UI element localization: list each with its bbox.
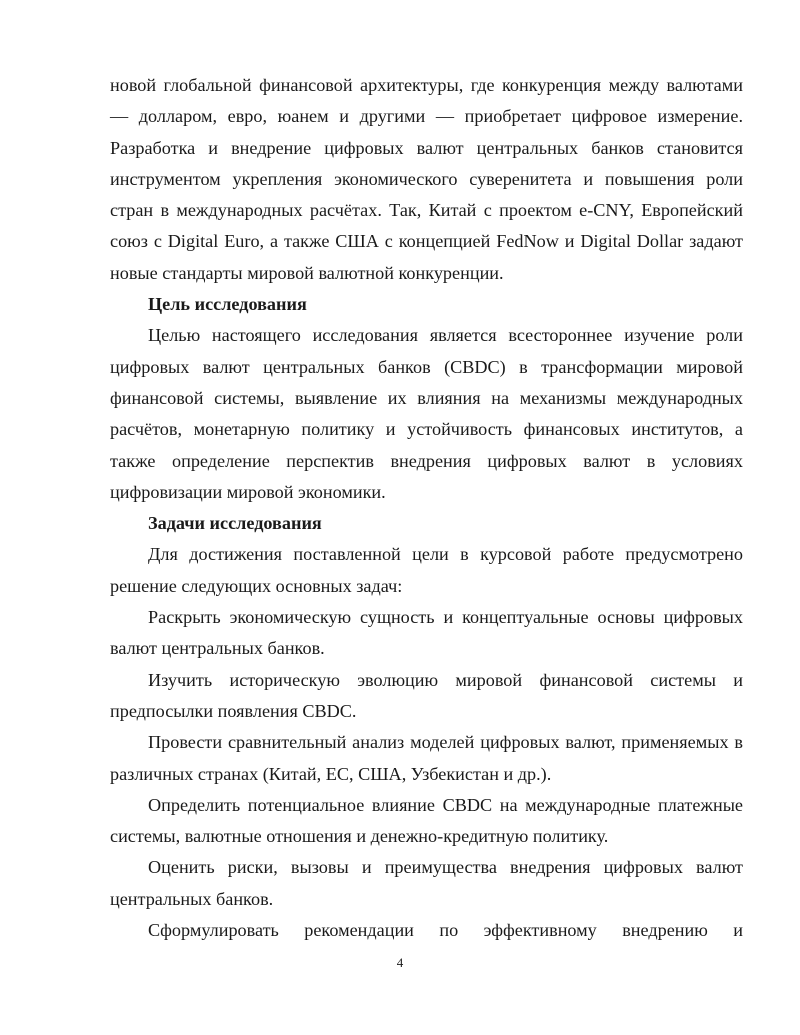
intro-paragraph: новой глобальной финансовой архитектуры, где конкуренция между валютами — долларом, евро, юанем и другими — приобретает цифровое измерение. Разработка и внедрение цифровых валют центральных банков становится инструментом укрепления экономического суверенитета и повышения роли стран в международных расчётах. Так, Китай с проектом e-CNY, Европейский союз с Digital Euro, а также США с концепцией FedNow и Digital Dollar задают новые стандарты мировой валютной конкуренции. xyxy=(110,75,743,283)
task-item: Определить потенциальное влияние CBDC на международные платежные системы, валютные отношения и денежно-кредитную политику. xyxy=(110,794,743,847)
task-item: Сформулировать рекомендации по эффективному внедрению и xyxy=(148,920,743,941)
tasks-heading: Задачи исследования xyxy=(148,513,322,534)
page-content xyxy=(110,70,743,946)
page-number: 4 xyxy=(396,955,404,970)
tasks-intro-paragraph: Для достижения поставленной цели в курсовой работе предусмотрено решение следующих основных задач: xyxy=(110,544,743,596)
task-item: Оценить риски, вызовы и преимущества внедрения цифровых валют центральных банков. xyxy=(110,857,743,909)
goal-paragraph: Целью настоящего исследования является всестороннее изучение роли цифровых валют центральных банков (CBDC) в трансформации мировой финансовой системы, выявление их влияния на механизмы международных расчётов, монетарную политику и устойчивость финансовых институтов, а также определение перспектив внедрения цифровых валют в условиях цифровизации мировой экономики. xyxy=(110,325,743,502)
task-item: Изучить историческую эволюцию мировой финансовой системы и предпосылки появления CBDC. xyxy=(110,669,743,721)
task-item: Провести сравнительный анализ моделей цифровых валют, применяемых в различных странах (Китай, ЕС, США, Узбекистан и др.). xyxy=(110,732,743,784)
task-item: Раскрыть экономическую сущность и концептуальные основы цифровых валют центральных банков. xyxy=(110,607,743,659)
goal-heading: Цель исследования xyxy=(148,294,307,315)
